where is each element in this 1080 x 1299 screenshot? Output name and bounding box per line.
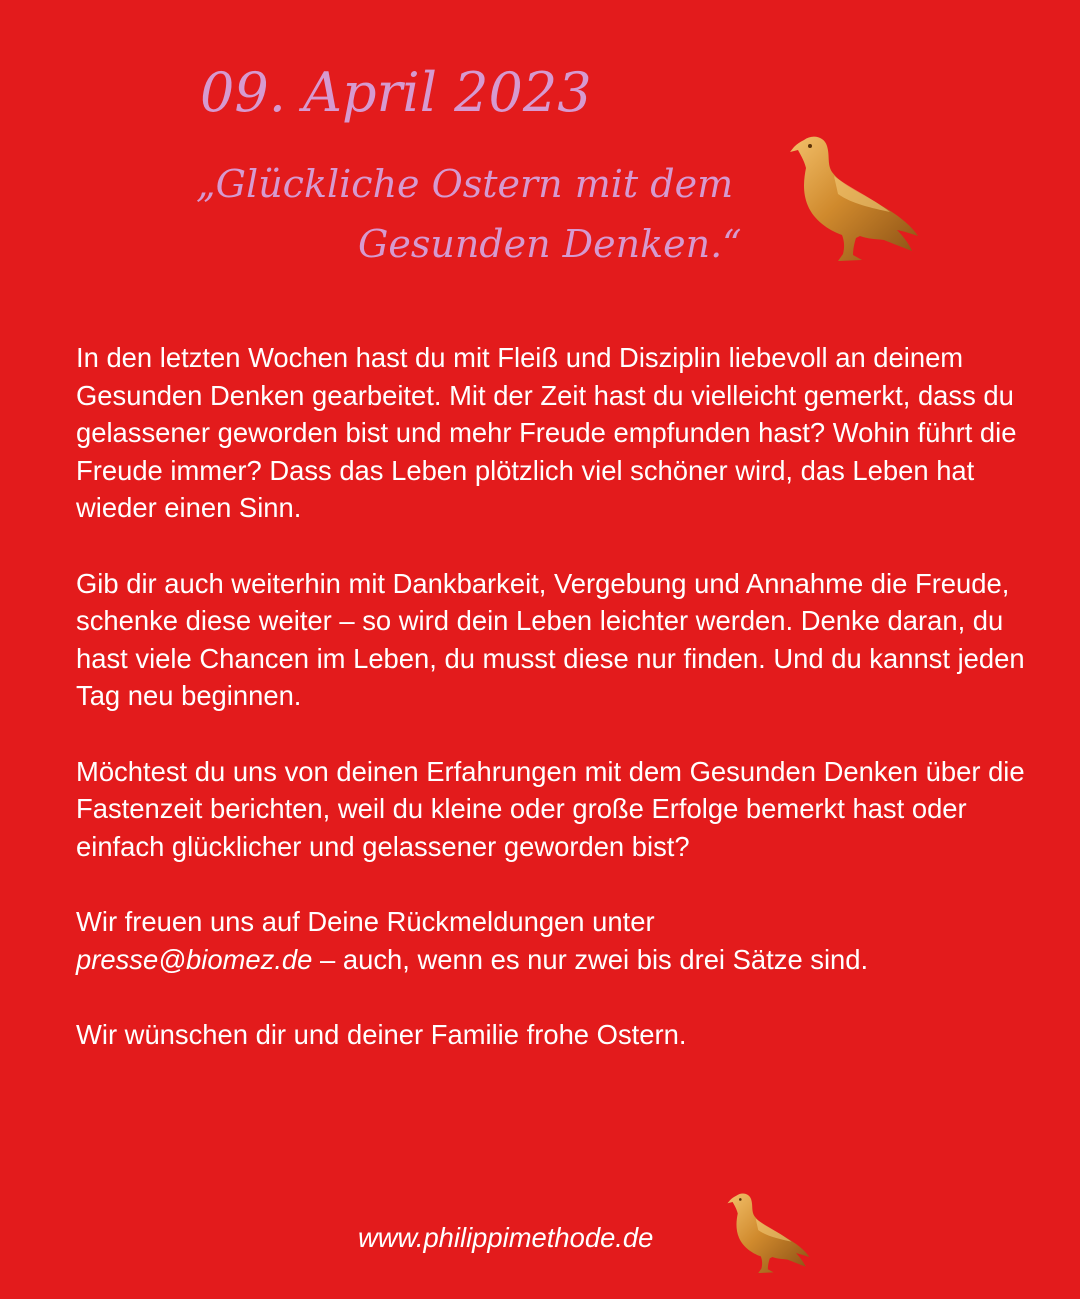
golden-dove-icon xyxy=(772,132,922,268)
paragraph-5: Wir wünschen dir und deiner Familie frohe Ostern. xyxy=(76,1018,687,1050)
message-body xyxy=(76,339,1036,1053)
golden-dove-small-icon xyxy=(716,1188,812,1280)
paragraph-2: Gib dir auch weiterhin mit Dankbarkeit, Vergebung und Annahme die Freude, schenke diese weiter – so wird dein Leben leichter werden. Denke daran, du hast viele Chancen im Leben, du musst diese nur finden. Und du kannst jeden Tag neu beginnen. xyxy=(76,567,1025,712)
paragraph-3: Möchtest du uns von deinen Erfahrungen mit dem Gesunden Denken über die Fastenzeit berichten, weil du kleine oder große Erfolge bemerkt hast oder einfach glücklicher und gelassener geworden bist? xyxy=(76,755,1025,862)
motto-line-2: Gesunden Denken.“ xyxy=(358,222,742,266)
paragraph-4 xyxy=(76,903,1036,978)
motto-line-1: „Glückliche Ostern mit dem xyxy=(196,162,734,206)
feedback-intro-text: Wir freuen uns auf Deine Rückmeldungen unter xyxy=(76,905,655,937)
email-link[interactable]: presse@biomez.de xyxy=(76,943,313,975)
website-link[interactable]: www.philippimethode.de xyxy=(358,1222,654,1253)
feedback-closing-text: – auch, wenn es nur zwei bis drei Sätze sind. xyxy=(320,943,869,975)
paragraph-1: In den letzten Wochen hast du mit Fleiß und Disziplin liebevoll an deinem Gesunden Denken gearbeitet. Mit der Zeit hast du vielleicht gemerkt, dass du gelassener geworden bist und mehr Freude empfunden hast? Wohin führt die Freude immer? Dass das Leben plötzlich viel schöner wird, das Leben hat wieder einen Sinn. xyxy=(76,342,1017,524)
date-title: 09. April 2023 xyxy=(200,61,592,124)
